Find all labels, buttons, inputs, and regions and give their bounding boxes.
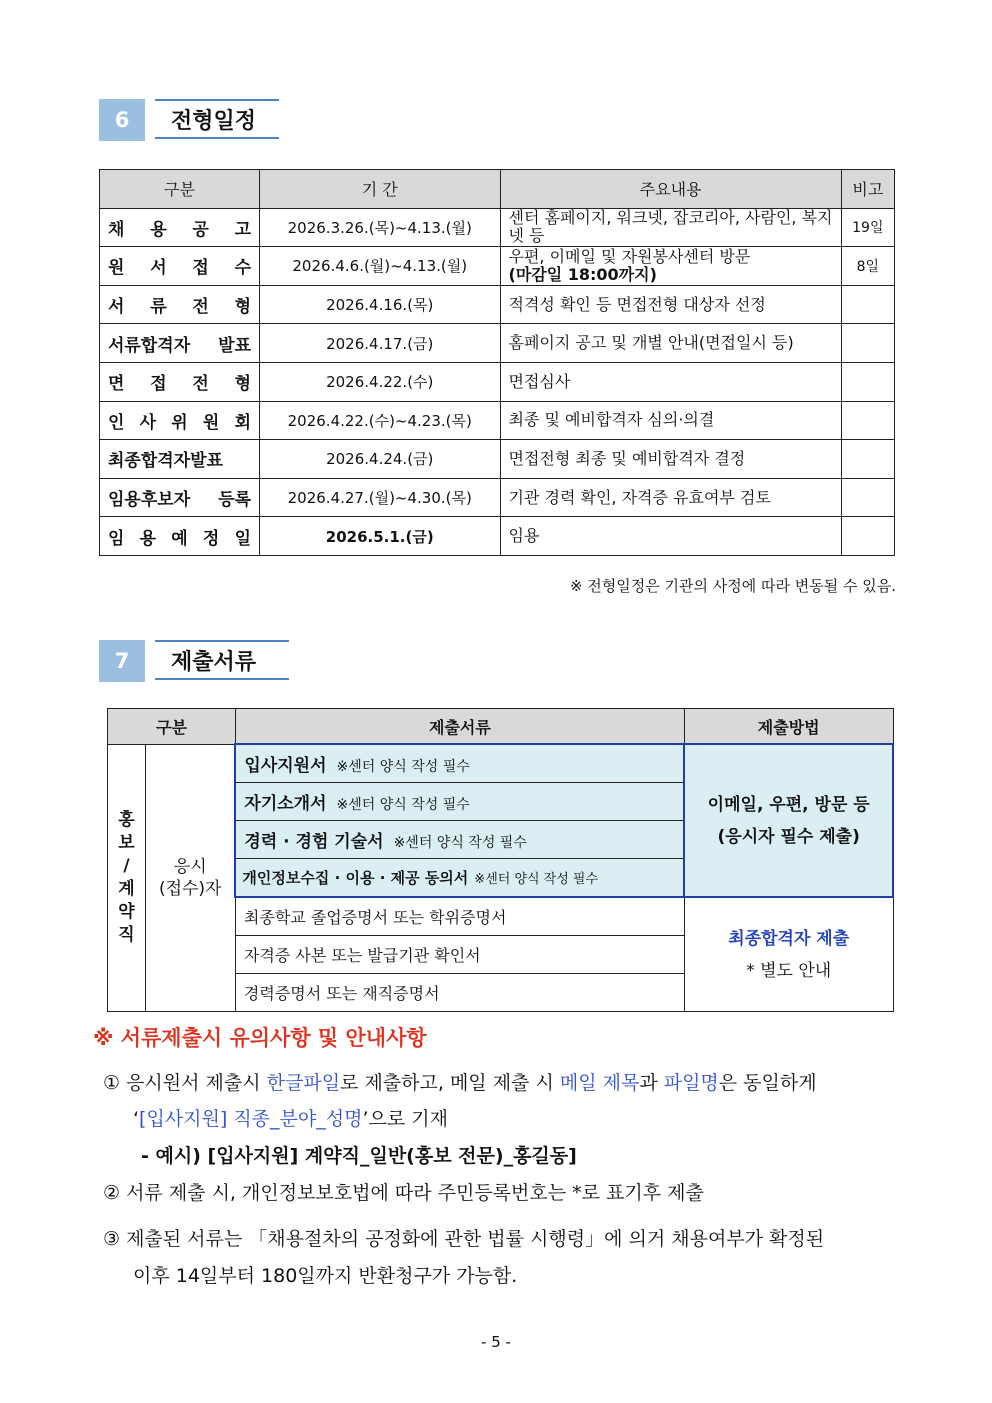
col-header-method: 제출방법 <box>684 709 893 745</box>
notice-item-1-line2 <box>133 1102 448 1136</box>
method-line1: 최종합격자 제출 <box>728 928 850 949</box>
doc-name: 개인정보수집 · 이용 · 제공 동의서 <box>242 869 469 887</box>
section-number: 7 <box>99 640 145 682</box>
row-content-line1: 우편, 이메일 및 자원봉사센터 방문 <box>508 246 751 266</box>
table-row <box>100 362 895 401</box>
required-doc <box>235 744 684 783</box>
final-doc: 경력증명서 또는 재직증명서 <box>235 974 684 1012</box>
highlight-text: 파일명 <box>663 1072 719 1094</box>
category-char: / <box>123 855 130 876</box>
row-period: 2026.4.16.(목) <box>260 285 501 324</box>
category-char: 직 <box>118 924 135 945</box>
row-label: 최종합격자발표 <box>100 440 260 479</box>
final-doc: 자격증 사본 또는 발급기관 확인서 <box>235 936 684 974</box>
required-doc <box>235 859 684 898</box>
required-doc <box>235 821 684 859</box>
text: 과 <box>639 1072 664 1094</box>
row-period: 2026.4.27.(월)~4.30.(목) <box>260 478 501 517</box>
row-label: 서류합격자 발표 <box>100 324 260 363</box>
row-note <box>841 324 894 363</box>
table-row <box>100 401 895 440</box>
col-header-note: 비고 <box>841 170 894 209</box>
category-char: 계 <box>118 878 135 899</box>
schedule-remark: ※ 전형일정은 기관의 사정에 따라 변동될 수 있음. <box>569 577 896 595</box>
row-label: 채 용 공 고 <box>100 208 260 247</box>
row-label: 서 류 전 형 <box>100 285 260 324</box>
category-cell <box>108 744 146 1012</box>
notice-item-2: ② 서류 제출 시, 개인정보보호법에 따라 주민등록번호는 *로 표기후 제출 <box>103 1182 704 1204</box>
final-doc: 최종학교 졸업증명서 또는 학위증명서 <box>235 897 684 936</box>
row-content: 기관 경력 확인, 자격증 유효여부 검토 <box>500 478 841 517</box>
doc-name: 자기소개서 <box>244 794 327 814</box>
notice-item-3: ③ 제출된 서류는 「채용절차의 공정화에 관한 법률 시행령」에 의거 채용여부가 확정된 <box>103 1228 825 1250</box>
row-content <box>500 247 841 286</box>
method-line2: (응시자 필수 제출) <box>717 826 860 847</box>
doc-note: ※센터 양식 작성 필수 <box>336 759 470 775</box>
row-note: 19일 <box>841 208 894 247</box>
table-row <box>100 285 895 324</box>
section-title: 제출서류 <box>155 640 289 680</box>
notice-item-3-line2: 이후 14일부터 180일까지 반환청구가 가능함. <box>133 1265 518 1287</box>
row-note <box>841 362 894 401</box>
schedule-table <box>99 169 895 556</box>
category-char: 약 <box>118 901 135 922</box>
applicant-line2: (접수)자 <box>158 878 222 899</box>
final-method <box>684 897 893 1012</box>
row-note <box>841 285 894 324</box>
notice-item-1 <box>103 1066 817 1100</box>
row-note <box>841 517 894 556</box>
row-content-line2: (마감일 18:00까지) <box>508 264 657 284</box>
row-period: 2026.4.24.(금) <box>260 440 501 479</box>
doc-name: 입사지원서 <box>244 756 327 776</box>
notice-example: - 예시) [입사지원] 계약직_일반(홍보 전문)_홍길동] <box>141 1145 577 1167</box>
text: ‘ <box>133 1108 140 1130</box>
notice-title: ※ 서류제출시 유의사항 및 안내사항 <box>93 1026 427 1050</box>
col-header-period: 기 간 <box>260 170 501 209</box>
doc-note: ※센터 양식 작성 필수 <box>474 872 599 887</box>
table-header-row <box>100 170 895 209</box>
table-row <box>100 478 895 517</box>
row-content: 면접심사 <box>500 362 841 401</box>
section-number: 6 <box>99 99 145 141</box>
category-char: 홍 <box>118 809 135 830</box>
highlight-text: [입사지원] 직종_분야_성명 <box>139 1108 363 1130</box>
row-label: 임용후보자 등록 <box>100 478 260 517</box>
row-period: 2026.4.22.(수) <box>260 362 501 401</box>
row-note <box>841 440 894 479</box>
row-note: 8일 <box>841 247 894 286</box>
page-number: - 5 - <box>481 1333 511 1351</box>
table-row <box>100 517 895 556</box>
doc-name: 경력 · 경험 기술서 <box>244 832 384 852</box>
row-content: 임용 <box>500 517 841 556</box>
row-period: 2026.5.1.(금) <box>260 517 501 556</box>
required-method <box>684 744 893 897</box>
row-content: 면접전형 최종 및 예비합격자 결정 <box>500 440 841 479</box>
section-title: 전형일정 <box>155 99 279 139</box>
row-content: 최종 및 예비합격자 심의·의결 <box>500 401 841 440</box>
table-row <box>100 208 895 247</box>
row-content: 센터 홈페이지, 워크넷, 잡코리아, 사람인, 복지넷 등 <box>500 208 841 247</box>
row-period: 2026.4.17.(금) <box>260 324 501 363</box>
required-doc <box>235 783 684 821</box>
col-header-category: 구분 <box>100 170 260 209</box>
doc-note: ※센터 양식 작성 필수 <box>393 835 527 851</box>
text: ’으로 기재 <box>362 1108 448 1130</box>
doc-note: ※센터 양식 작성 필수 <box>336 797 470 813</box>
table-row <box>100 247 895 286</box>
highlight-text: 한글파일 <box>266 1072 341 1094</box>
table-row <box>108 744 894 783</box>
row-label: 원 서 접 수 <box>100 247 260 286</box>
applicant-cell <box>146 744 236 1012</box>
row-content: 홈페이지 공고 및 개별 안내(면접일시 등) <box>500 324 841 363</box>
row-period: 2026.3.26.(목)~4.13.(월) <box>260 208 501 247</box>
row-label: 임 용 예 정 일 <box>100 517 260 556</box>
row-note <box>841 478 894 517</box>
highlight-text: 메일 제목 <box>559 1072 640 1094</box>
text: 로 제출하고, 메일 제출 시 <box>340 1072 560 1094</box>
text: ① 응시원서 제출시 <box>103 1072 267 1094</box>
table-header-row <box>108 709 894 745</box>
documents-table <box>107 708 894 1012</box>
applicant-line1: 응시 <box>173 856 207 877</box>
row-note <box>841 401 894 440</box>
method-line2: * 별도 안내 <box>746 960 832 981</box>
col-header-content: 주요내용 <box>500 170 841 209</box>
row-content: 적격성 확인 등 면접전형 대상자 선정 <box>500 285 841 324</box>
category-char: 보 <box>118 832 135 853</box>
row-label: 면 접 전 형 <box>100 362 260 401</box>
col-header-category: 구분 <box>108 709 236 745</box>
method-line1: 이메일, 우편, 방문 등 <box>707 794 870 815</box>
row-period: 2026.4.22.(수)~4.23.(목) <box>260 401 501 440</box>
col-header-documents: 제출서류 <box>235 709 684 745</box>
table-row <box>100 324 895 363</box>
table-row <box>100 440 895 479</box>
row-label: 인 사 위 원 회 <box>100 401 260 440</box>
text: 은 동일하게 <box>718 1072 817 1094</box>
row-period: 2026.4.6.(월)~4.13.(월) <box>260 247 501 286</box>
